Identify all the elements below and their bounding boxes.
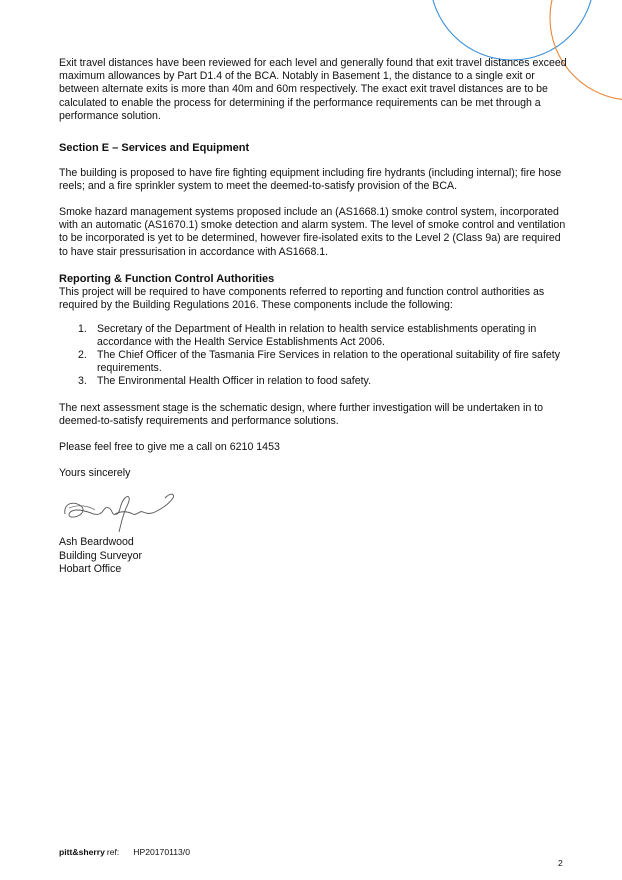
company-brand: pitt&sherry [59,847,105,857]
fire-fighting-paragraph: The building is proposed to have fire fighting equipment including fire hydrants (including internal); fire hose reels; and a fire sprinkler system to meet the deemed-to-satisfy provision of the BCA. [59,166,562,192]
smoke-management-paragraph: Smoke hazard management systems proposed include an (AS1668.1) smoke control system, incorporated with an automatic (AS1670.1) smoke detection and alarm system. The level of smoke control and ventilation to be incorporated is yet to be determined, however fire-isolated exits to the Level 2 (Class 9a) are required to have stair pressurisation in accordance with AS1668.1. [59,205,566,258]
reporting-paragraph: This project will be required to have components referred to reporting and function control authorities as required by the Building Regulations 2016. These components include the following: [59,286,545,312]
call-paragraph: Please feel free to give me a call on 6210 1453 [59,441,280,454]
list-item-text: The Environmental Health Officer in relation to food safety. [97,375,372,388]
reporting-heading: Reporting & Function Control Authorities [59,272,275,285]
handwritten-signature [59,484,179,536]
list-item-number: 3. [78,375,87,388]
blue-arc [430,0,594,60]
list-item-number: 2. [78,349,87,362]
letter-body [59,57,567,576]
signatory-name: Ash Beardwood [59,536,134,549]
page-number: 2 [558,858,563,868]
section-e-heading: Section E – Services and Equipment [59,142,250,155]
closing-salutation: Yours sincerely [59,467,131,480]
reference-number: HP20170113/0 [133,847,190,857]
signatory-office: Hobart Office [59,562,122,575]
authorities-list [59,323,567,389]
exit-travel-paragraph: Exit travel distances have been reviewed for each level and generally found that exit travel distances exceed maximum allowances by Part D1.4 of the BCA. Notably in Basement 1, the distance to a single exit or between alternate exits is more than 40m and 60m respectively. The exact exit travel distances are to be calculated to enable the process for determining if the performance requirements can be met through a performance solution. [59,57,567,122]
list-item-number: 1. [78,322,87,335]
list-item-text: The Chief Officer of the Tasmania Fire Services in relation to the operational suitability of fire safety requirements. [97,349,561,375]
reference-label: ref: [106,847,120,857]
page-footer [59,847,190,857]
signatory-title: Building Surveyor [59,549,143,562]
list-item-text: Secretary of the Department of Health in relation to health service establishments operating in accordance with the Health Service Establishments Act 2006. [97,322,537,348]
list-item [59,375,567,388]
list-item [59,323,567,349]
list-item [59,349,567,375]
next-stage-paragraph: The next assessment stage is the schematic design, where further investigation will be undertaken in to deemed-to-satisfy requirements and performance solutions. [59,401,544,427]
